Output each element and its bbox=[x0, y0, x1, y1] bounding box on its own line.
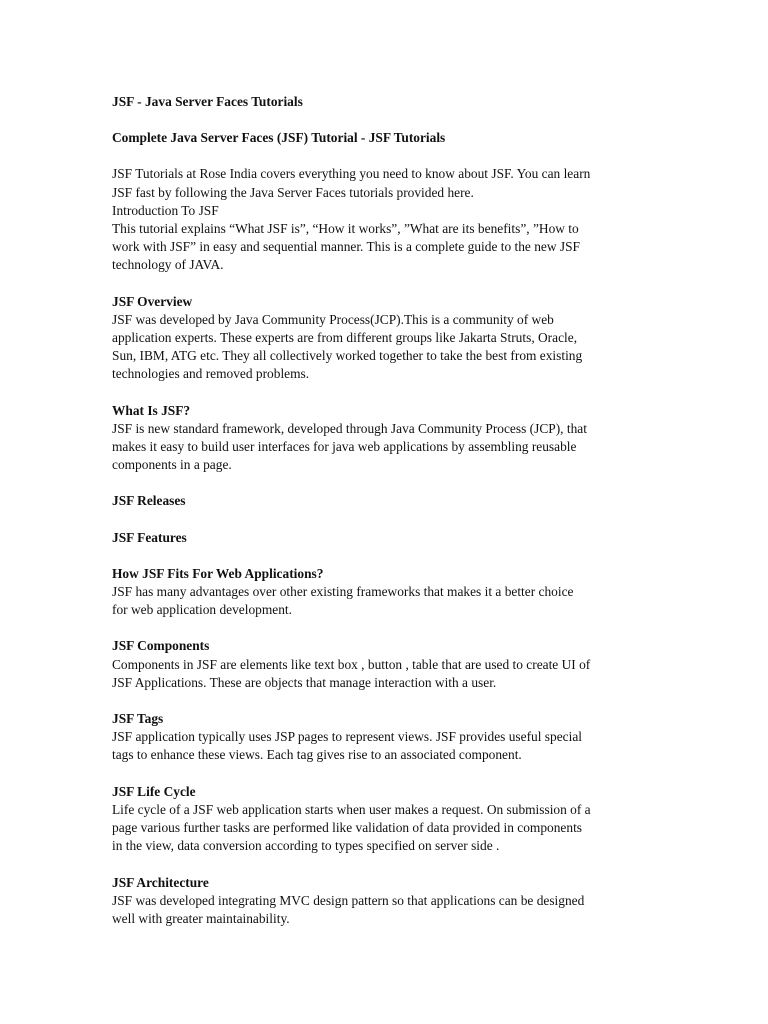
intro-line: work with JSF” in easy and sequential manner. This is a complete guide to the new JSF bbox=[112, 239, 580, 255]
section-what-is-jsf bbox=[112, 402, 672, 475]
section-heading: JSF Overview bbox=[112, 293, 193, 309]
section-line: components in a page. bbox=[112, 457, 232, 473]
section-releases bbox=[112, 492, 672, 510]
document-title: JSF - Java Server Faces Tutorials bbox=[112, 94, 303, 109]
section-line: technologies and removed problems. bbox=[112, 366, 310, 382]
section-line: JSF Applications. These are objects that manage interaction with a user. bbox=[112, 674, 497, 690]
spacer bbox=[112, 147, 672, 165]
section-life-cycle bbox=[112, 783, 672, 856]
section-line: well with greater maintainability. bbox=[112, 910, 290, 926]
intro-line: JSF Tutorials at Rose India covers everything you need to know about JSF. You can learn bbox=[112, 166, 591, 182]
section-heading: How JSF Fits For Web Applications? bbox=[112, 565, 324, 581]
section-heading: JSF Architecture bbox=[112, 874, 209, 890]
section-heading: JSF Releases bbox=[112, 493, 186, 509]
spacer bbox=[112, 856, 672, 874]
section-web-applications bbox=[112, 565, 672, 620]
section-line: page various further tasks are performed like validation of data provided in components bbox=[112, 820, 583, 836]
spacer bbox=[112, 511, 672, 529]
section-line: JSF was developed integrating MVC design pattern so that applications can be designed bbox=[112, 892, 585, 908]
intro-line: This tutorial explains “What JSF is”, “How it works”, ”What are its benefits”, ”How to bbox=[112, 221, 579, 237]
spacer bbox=[112, 692, 672, 710]
spacer bbox=[112, 474, 672, 492]
spacer bbox=[112, 111, 672, 129]
document-subtitle: Complete Java Server Faces (JSF) Tutorial - JSF Tutorials bbox=[112, 130, 446, 146]
section-heading: JSF Tags bbox=[112, 711, 164, 727]
spacer bbox=[112, 275, 672, 293]
section-line: Sun, IBM, ATG etc. They all collectively worked together to take the best from existing bbox=[112, 348, 583, 364]
section-line: for web application development. bbox=[112, 602, 292, 618]
section-line: Components in JSF are elements like text box , button , table that are used to create UI of bbox=[112, 656, 591, 672]
section-line: Life cycle of a JSF web application starts when user makes a request. On submission of a bbox=[112, 801, 591, 817]
section-line: in the view, data conversion according to types specified on server side . bbox=[112, 838, 500, 854]
section-line: JSF was developed by Java Community Process(JCP).This is a community of web bbox=[112, 311, 554, 327]
section-line: JSF has many advantages over other existing frameworks that makes it a better choice bbox=[112, 584, 574, 600]
intro-line: technology of JAVA. bbox=[112, 257, 224, 273]
section-architecture bbox=[112, 874, 672, 929]
intro-line: Introduction To JSF bbox=[112, 202, 219, 218]
section-heading: JSF Life Cycle bbox=[112, 783, 196, 799]
intro-paragraph bbox=[112, 165, 672, 274]
section-heading: What Is JSF? bbox=[112, 402, 191, 418]
document-page bbox=[112, 93, 672, 928]
spacer bbox=[112, 547, 672, 565]
spacer bbox=[112, 619, 672, 637]
section-tags bbox=[112, 710, 672, 765]
intro-line: JSF fast by following the Java Server Faces tutorials provided here. bbox=[112, 184, 474, 200]
section-line: tags to enhance these views. Each tag gives rise to an associated component. bbox=[112, 747, 522, 763]
section-line: JSF is new standard framework, developed through Java Community Process (JCP), that bbox=[112, 420, 587, 436]
section-heading: JSF Features bbox=[112, 529, 187, 545]
spacer bbox=[112, 765, 672, 783]
section-line: JSF application typically uses JSP pages to represent views. JSF provides useful special bbox=[112, 729, 582, 745]
section-heading: JSF Components bbox=[112, 638, 210, 654]
section-overview bbox=[112, 293, 672, 384]
section-features bbox=[112, 529, 672, 547]
section-components bbox=[112, 637, 672, 692]
section-line: application experts. These experts are from different groups like Jakarta Struts, Oracle, bbox=[112, 330, 578, 346]
spacer bbox=[112, 384, 672, 402]
section-line: makes it easy to build user interfaces for java web applications by assembling reusable bbox=[112, 439, 577, 455]
